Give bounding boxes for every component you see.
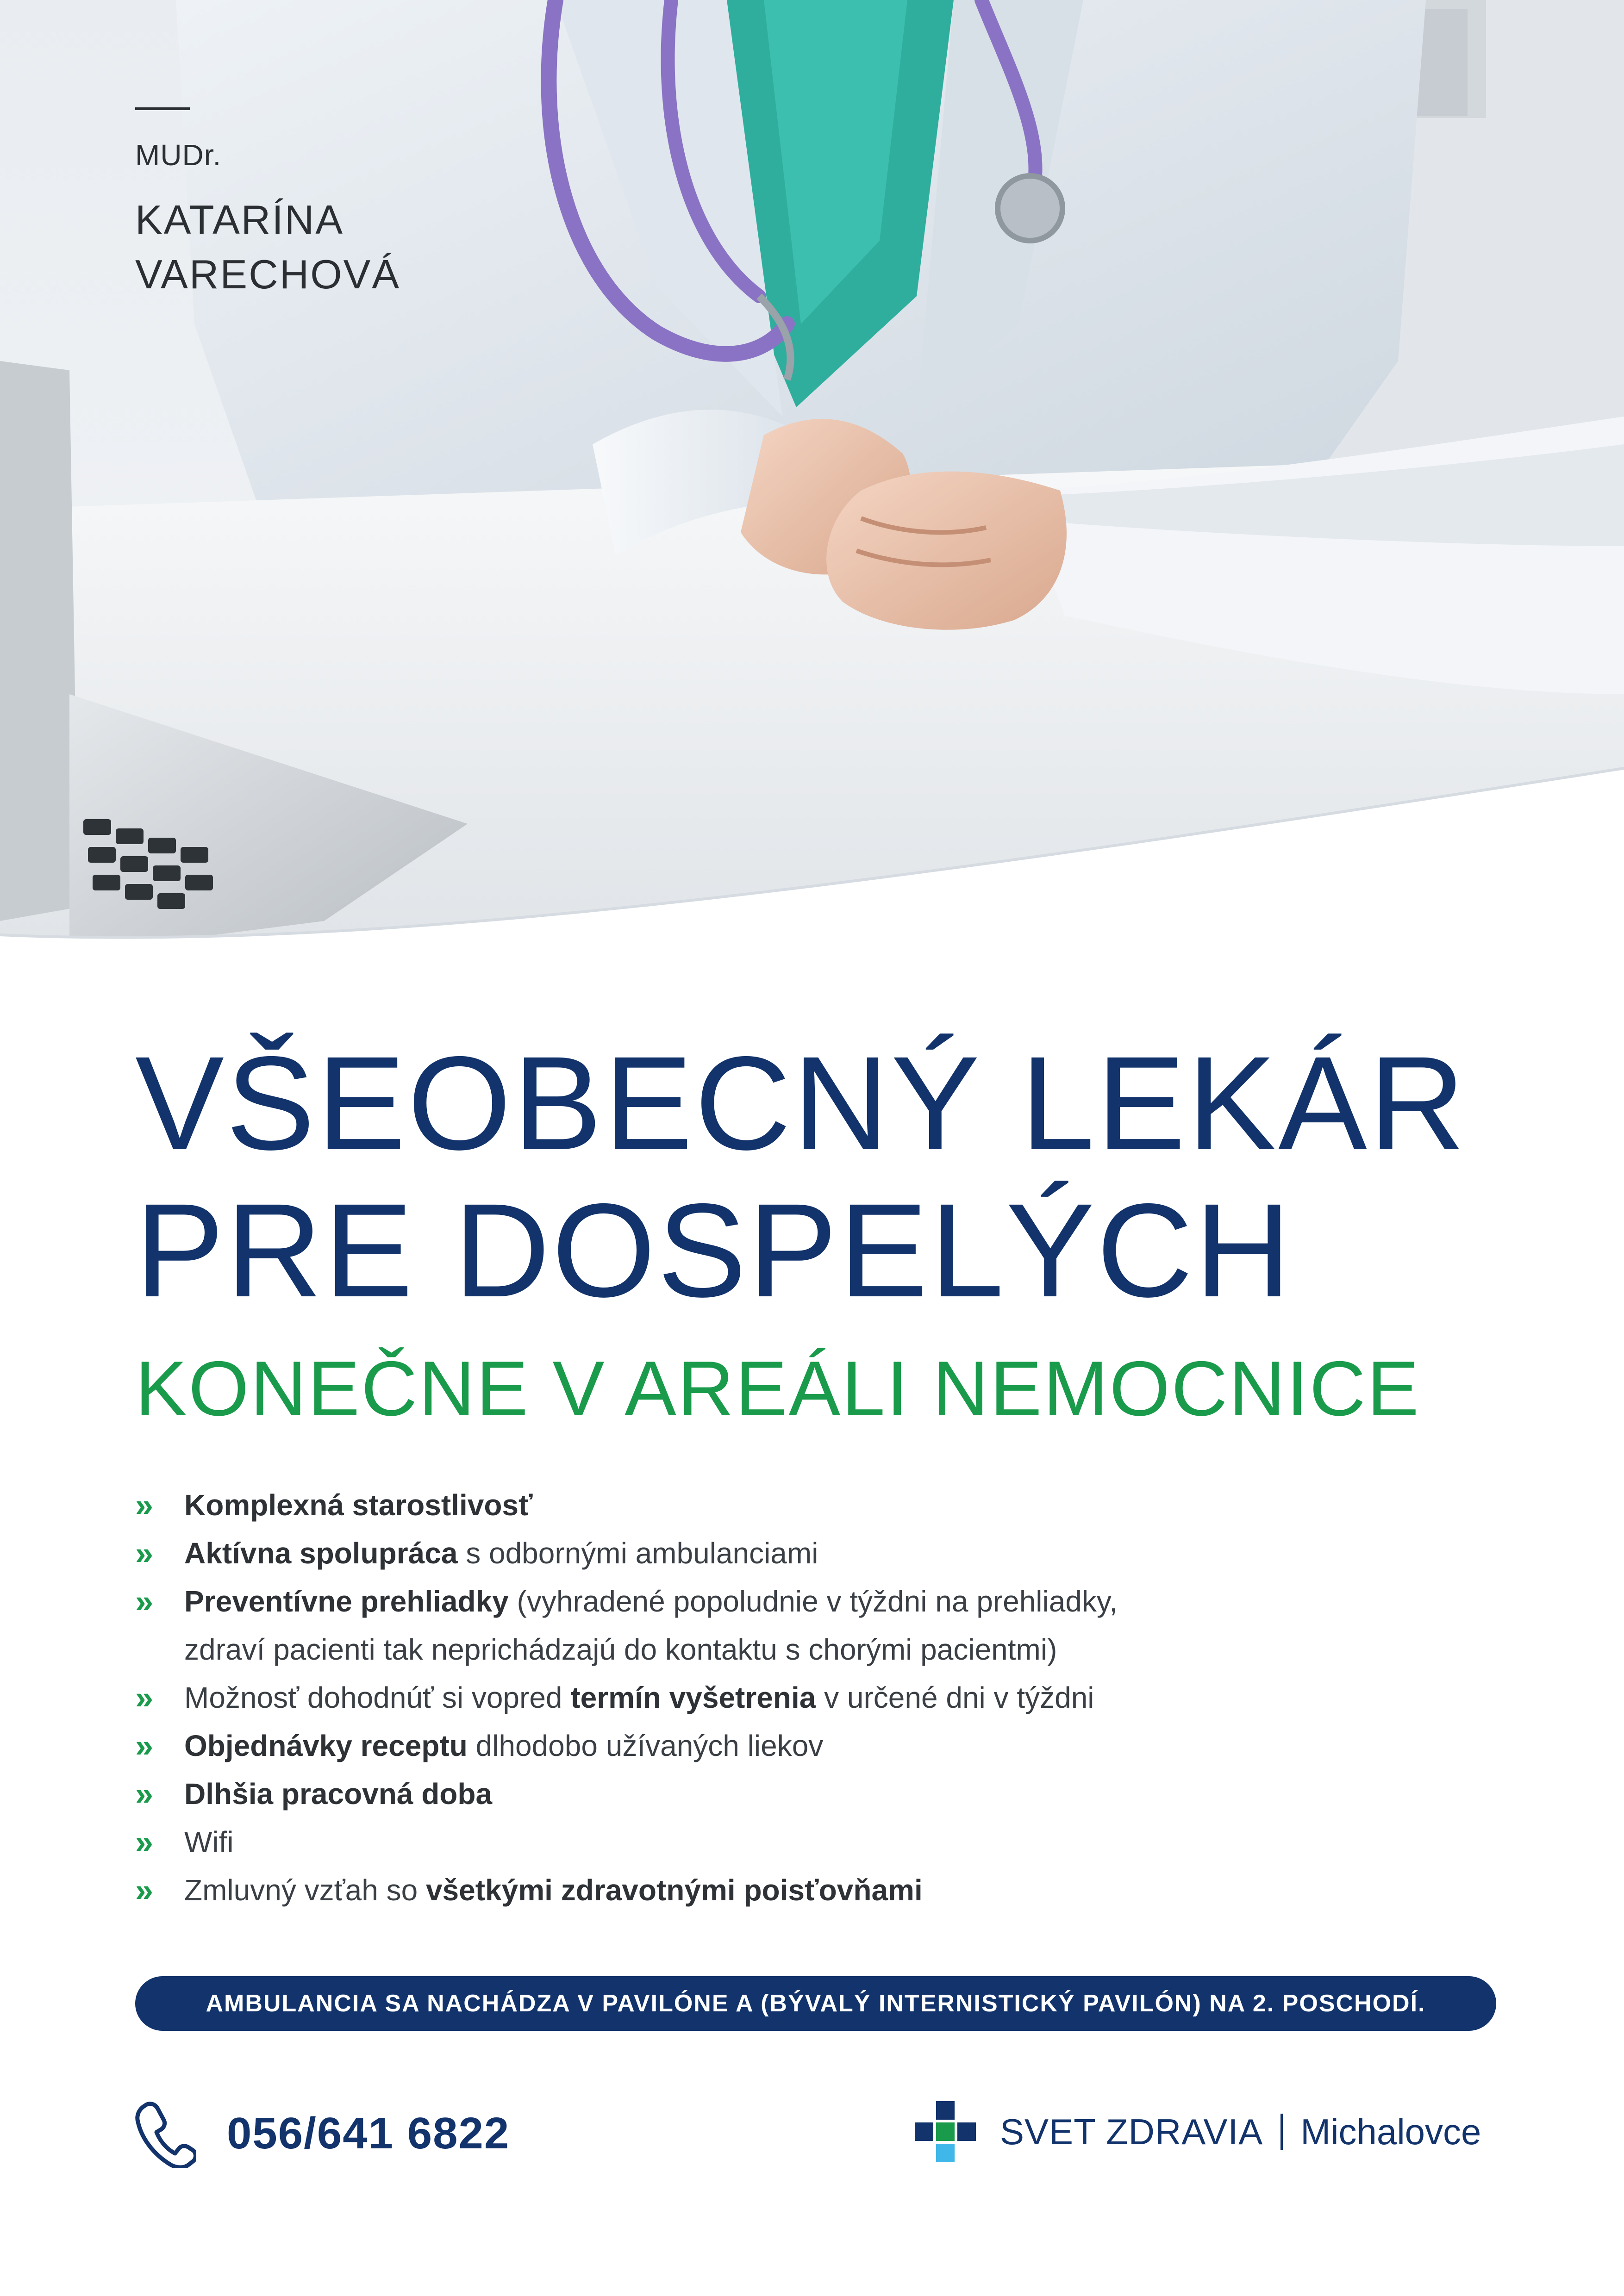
brand-name: SVET ZDRAVIA	[1000, 2111, 1263, 2152]
list-item: » Možnosť dohodnúť si vopred termín vyšetrenia v určené dni v týždni	[135, 1674, 1524, 1722]
double-chevron-icon: »	[135, 1535, 149, 1571]
phone-number[interactable]: 056/641 6822	[227, 2109, 510, 2158]
name-divider	[135, 107, 190, 110]
main-headline	[135, 1030, 1467, 1324]
list-item: » Aktívna spolupráca s odbornými ambulanciami	[135, 1529, 1524, 1577]
feature-bold: Komplexná starostlivosť	[184, 1488, 533, 1522]
feature-bold: Preventívne prehliadky	[184, 1585, 509, 1618]
brand-city: Michalovce	[1300, 2111, 1481, 2152]
list-item	[135, 1770, 1524, 1818]
feature-bold: Dlhšia pracovná doba	[184, 1777, 493, 1811]
list-item: » Preventívne prehliadky (vyhradené popoludnie v týždni na prehliadky, zdraví pacienti tak neprichádzajú do kontaktu s chorými pacientmi)	[135, 1577, 1524, 1674]
phone-icon	[135, 2099, 196, 2168]
location-banner: AMBULANCIA SA NACHÁDZA V PAVILÓNE A (BÝVALÝ INTERNISTICKÝ PAVILÓN) NA 2. POSCHODÍ.	[135, 1976, 1496, 2031]
brand-logo	[915, 2101, 1481, 2162]
headline-line-1: VŠEOBECNÝ LEKÁR	[135, 1029, 1467, 1178]
double-chevron-icon: »	[135, 1728, 149, 1764]
double-chevron-icon: »	[135, 1680, 149, 1716]
double-chevron-icon: »	[135, 1824, 149, 1860]
phone-contact[interactable]	[135, 2099, 510, 2168]
subheadline: KONEČNE V AREÁLI NEMOCNICE	[135, 1345, 1420, 1432]
doctor-name-block	[135, 107, 400, 302]
feature-bold: termín vyšetrenia	[570, 1681, 816, 1714]
doctor-title: MUDr.	[135, 138, 222, 172]
double-chevron-icon: »	[135, 1872, 149, 1908]
hero-photo	[0, 0, 1624, 977]
doctor-last-name: VARECHOVÁ	[135, 251, 401, 297]
brand-separator	[1280, 2114, 1283, 2150]
feature-list	[135, 1481, 1524, 1914]
feature-bold: Aktívna spolupráca	[184, 1537, 458, 1570]
list-item	[135, 1481, 1524, 1529]
double-chevron-icon: »	[135, 1583, 149, 1619]
list-item: » Zmluvný vzťah so všetkými zdravotnými poisťovňami	[135, 1866, 1524, 1914]
list-item: » Objednávky receptu dlhodobo užívaných liekov	[135, 1722, 1524, 1770]
double-chevron-icon: »	[135, 1776, 149, 1812]
feature-bold: všetkými zdravotnými poisťovňami	[425, 1873, 923, 1907]
medical-cross-logo-icon	[915, 2101, 976, 2162]
double-chevron-icon: »	[135, 1487, 149, 1523]
list-item: » Wifi	[135, 1818, 1524, 1866]
headline-line-2: PRE DOSPELÝCH	[135, 1176, 1293, 1325]
feature-bold: Objednávky receptu	[184, 1729, 468, 1762]
doctor-first-name: KATARÍNA	[135, 197, 344, 243]
feature-continuation: zdraví pacienti tak neprichádzajú do kontaktu s chorými pacientmi)	[184, 1633, 1057, 1666]
